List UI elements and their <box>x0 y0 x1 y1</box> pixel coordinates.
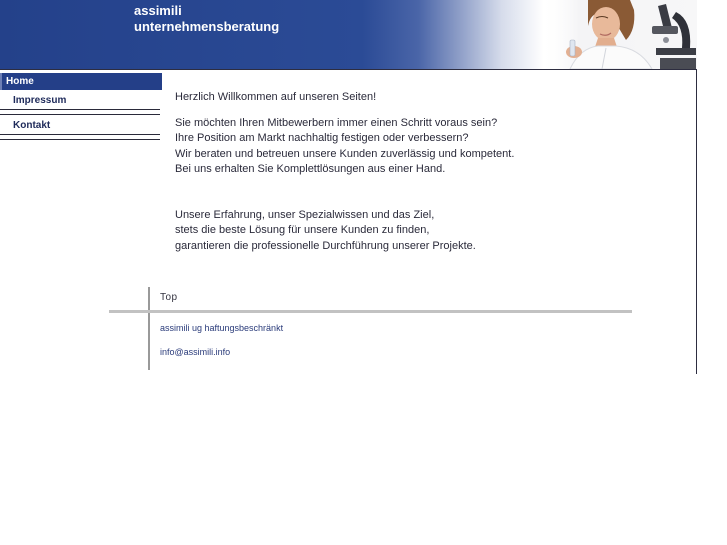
email-link[interactable]: info@assimili.info <box>160 347 231 357</box>
intro-line: Sie möchten Ihren Mitbewerbern immer einen Schritt voraus sein? <box>175 116 498 129</box>
welcome-text: Herzlich Willkommen auf unseren Seiten! <box>175 91 377 103</box>
nav-divider <box>0 134 160 140</box>
brand-subtitle: unternehmensberatung <box>134 19 280 34</box>
company-name: assimili ug haftungsbeschränkt <box>160 323 284 333</box>
brand-title <box>134 3 279 35</box>
nav-item-home[interactable]: Home <box>0 73 162 90</box>
content-right-border <box>696 69 697 374</box>
main-content <box>175 90 675 254</box>
intro-line: Ihre Position am Markt nachhaltig festigen oder verbessern? <box>175 132 469 144</box>
header-divider <box>0 69 697 70</box>
experience-line: stets die beste Lösung für unsere Kunden zu finden, <box>175 224 430 236</box>
brand-name: assimili <box>134 3 182 18</box>
nav-divider <box>0 109 160 115</box>
intro-line: Wir beraten und betreuen unsere Kunden zuverlässig und kompetent. <box>175 147 515 160</box>
footer-divider <box>109 310 632 313</box>
experience-line: Unsere Erfahrung, unser Spezialwissen und das Ziel, <box>175 208 435 221</box>
header-photo-scientist-microscope <box>540 0 697 69</box>
intro-line: Bei uns erhalten Sie Komplettlösungen aus einer Hand. <box>175 163 446 175</box>
top-link[interactable]: Top <box>160 292 178 303</box>
nav-item-impressum[interactable]: Impressum <box>13 95 67 106</box>
sidebar-nav <box>0 73 162 140</box>
nav-item-kontakt[interactable]: Kontakt <box>13 120 51 131</box>
footer-vertical-divider <box>148 287 150 370</box>
header-banner <box>0 0 697 69</box>
experience-line: garantieren die professionelle Durchführung unserer Projekte. <box>175 239 476 252</box>
